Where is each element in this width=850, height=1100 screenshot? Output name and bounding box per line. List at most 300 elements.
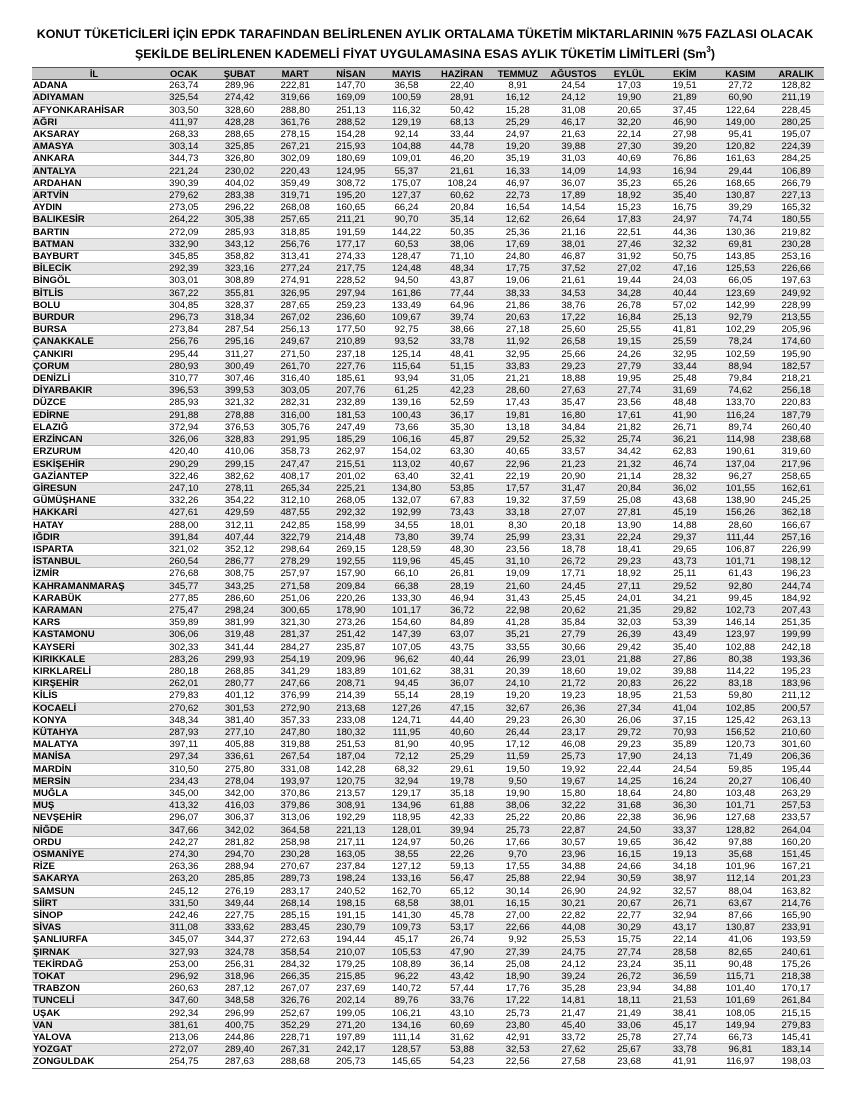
month-value-cell: 102,85 [713,702,769,714]
month-value-cell: 321,30 [267,617,323,629]
month-value-cell: 244,86 [212,1032,268,1044]
month-value-cell: 270,67 [267,861,323,873]
province-name-cell: MALATYA [32,739,156,751]
month-value-cell: 221,24 [156,165,212,177]
month-value-cell: 108,89 [379,958,435,970]
month-value-cell: 31,08 [546,104,602,116]
province-name-cell: KARABÜK [32,592,156,604]
month-value-cell: 33,72 [546,1032,602,1044]
province-name-cell: KOCAELİ [32,702,156,714]
month-value-cell: 16,80 [546,409,602,421]
month-value-cell: 16,12 [490,92,546,104]
month-value-cell: 53,88 [434,1044,490,1056]
month-value-cell: 291,88 [156,409,212,421]
month-value-cell: 21,88 [601,653,657,665]
month-value-cell: 205,73 [323,1056,379,1068]
month-value-cell: 326,95 [267,287,323,299]
month-value-cell: 25,29 [490,116,546,128]
month-value-cell: 101,71 [713,556,769,568]
month-value-cell: 35,89 [657,739,713,751]
month-value-cell: 34,42 [601,446,657,458]
month-value-cell: 25,73 [490,1007,546,1019]
month-value-cell: 56,47 [434,873,490,885]
province-name-cell: YALOVA [32,1032,156,1044]
month-value-cell: 306,37 [212,812,268,824]
month-value-cell: 93,94 [379,373,435,385]
month-value-cell: 303,05 [267,385,323,397]
month-value-cell: 230,28 [267,849,323,861]
month-value-cell: 23,68 [601,1056,657,1068]
month-value-cell: 107,05 [379,641,435,653]
month-value-cell: 21,61 [434,165,490,177]
month-value-cell: 26,39 [601,629,657,641]
month-value-cell: 9,70 [490,849,546,861]
month-value-cell: 101,69 [713,995,769,1007]
month-value-cell: 296,99 [212,1007,268,1019]
month-value-cell: 277,10 [212,726,268,738]
month-value-cell: 275,80 [212,763,268,775]
month-value-cell: 271,58 [267,580,323,592]
table-header-row [32,68,824,80]
month-value-cell: 26,71 [657,897,713,909]
month-value-cell: 273,84 [156,324,212,336]
month-value-cell: 319,66 [267,92,323,104]
month-value-cell: 22,77 [601,910,657,922]
month-value-cell: 21,86 [490,299,546,311]
month-value-cell: 66,10 [379,568,435,580]
month-value-cell: 301,53 [212,702,268,714]
month-value-cell: 37,52 [546,263,602,275]
month-value-cell: 38,66 [434,324,490,336]
month-value-cell: 27,79 [546,629,602,641]
month-value-cell: 167,21 [768,861,824,873]
month-value-cell: 256,18 [768,385,824,397]
table-row [32,1056,824,1068]
month-value-cell: 32,95 [490,348,546,360]
month-value-cell: 36,21 [657,434,713,446]
month-value-cell: 357,33 [267,714,323,726]
month-value-cell: 286,77 [212,556,268,568]
month-value-cell: 100,59 [379,92,435,104]
table-row [32,751,824,763]
month-value-cell: 299,93 [212,653,268,665]
month-value-cell: 297,34 [156,751,212,763]
month-value-cell: 29,44 [713,165,769,177]
month-value-cell: 41,90 [657,409,713,421]
month-value-cell: 200,57 [768,702,824,714]
month-value-cell: 312,11 [212,519,268,531]
month-value-cell: 127,37 [379,190,435,202]
month-value-cell: 277,24 [267,263,323,275]
table-row [32,849,824,861]
month-value-cell: 19,95 [601,373,657,385]
month-value-cell: 106,89 [768,165,824,177]
month-value-cell: 48,48 [657,397,713,409]
month-value-cell: 23,94 [601,983,657,995]
province-name-cell: SİİRT [32,897,156,909]
month-value-cell: 72,12 [379,751,435,763]
month-value-cell: 27,02 [601,263,657,275]
month-value-cell: 401,12 [212,690,268,702]
month-value-cell: 35,84 [546,617,602,629]
month-value-cell: 24,54 [546,80,602,92]
month-value-cell: 213,68 [323,702,379,714]
month-value-cell: 16,75 [657,202,713,214]
month-value-cell: 92,79 [713,312,769,324]
month-value-cell: 36,30 [657,800,713,812]
province-name-cell: ELAZIĞ [32,421,156,433]
month-value-cell: 22,14 [601,129,657,141]
month-value-cell: 244,74 [768,580,824,592]
month-value-cell: 413,32 [156,800,212,812]
month-value-cell: 113,02 [379,458,435,470]
month-value-cell: 35,23 [601,177,657,189]
month-value-cell: 14,81 [546,995,602,1007]
month-value-cell: 22,66 [490,922,546,934]
table-row [32,507,824,519]
month-value-cell: 316,00 [267,409,323,421]
month-value-cell: 28,19 [434,690,490,702]
month-value-cell: 271,50 [267,348,323,360]
month-value-cell: 11,92 [490,336,546,348]
month-value-cell: 13,18 [490,421,546,433]
month-value-cell: 313,41 [267,251,323,263]
month-value-cell: 29,52 [490,434,546,446]
month-value-cell: 45,40 [546,1019,602,1031]
table-row [32,385,824,397]
title-line-2-text: ŞEKİLDE BELİRLENEN KADEMELİ FİYAT UYGULAMASINA ESAS AYLIK TÜKETİM LİMİTLERİ (Sm [135,47,707,61]
month-value-cell: 325,54 [156,92,212,104]
month-value-cell: 26,64 [546,214,602,226]
month-value-cell: 28,58 [657,946,713,958]
month-value-cell: 18,01 [434,519,490,531]
month-value-cell: 34,88 [546,861,602,873]
month-value-cell: 310,50 [156,763,212,775]
month-value-cell: 154,02 [379,446,435,458]
month-value-cell: 20,39 [490,665,546,677]
month-value-cell: 333,62 [212,922,268,934]
table-row [32,1019,824,1031]
month-value-cell: 25,29 [434,751,490,763]
month-value-cell: 140,72 [379,983,435,995]
month-value-cell: 305,38 [212,214,268,226]
month-value-cell: 34,84 [546,421,602,433]
month-value-cell: 65,26 [657,177,713,189]
month-value-cell: 283,17 [267,885,323,897]
month-value-cell: 137,04 [713,458,769,470]
month-value-cell: 289,40 [212,1044,268,1056]
month-value-cell: 281,82 [212,836,268,848]
month-value-cell: 345,85 [156,251,212,263]
month-value-cell: 23,80 [490,1019,546,1031]
month-value-cell: 31,92 [601,251,657,263]
month-value-cell: 319,60 [768,446,824,458]
month-value-cell: 46,20 [434,153,490,165]
month-value-cell: 134,80 [379,482,435,494]
table-row [32,324,824,336]
month-value-cell: 217,75 [323,263,379,275]
month-value-cell: 268,85 [212,665,268,677]
month-value-cell: 47,15 [434,702,490,714]
month-value-cell: 242,46 [156,910,212,922]
month-value-cell: 215,15 [768,1007,824,1019]
province-name-cell: ADANA [32,80,156,92]
month-value-cell: 178,90 [323,604,379,616]
month-value-cell: 129,17 [379,787,435,799]
column-header-month: TEMMUZ [490,68,546,80]
month-value-cell: 199,99 [768,629,824,641]
month-value-cell: 17,22 [546,312,602,324]
month-value-cell: 308,72 [323,177,379,189]
month-value-cell: 15,28 [490,104,546,116]
month-value-cell: 170,17 [768,983,824,995]
month-value-cell: 372,94 [156,421,212,433]
month-value-cell: 283,26 [156,653,212,665]
month-value-cell: 20,90 [546,470,602,482]
month-value-cell: 182,57 [768,360,824,372]
month-value-cell: 63,30 [434,446,490,458]
month-value-cell: 69,81 [713,238,769,250]
month-value-cell: 321,02 [156,543,212,555]
month-value-cell: 296,22 [212,202,268,214]
month-value-cell: 27,81 [601,507,657,519]
month-value-cell: 33,44 [434,129,490,141]
month-value-cell: 215,51 [323,458,379,470]
month-value-cell: 143,85 [713,251,769,263]
month-value-cell: 36,17 [434,409,490,421]
month-value-cell: 302,33 [156,641,212,653]
month-value-cell: 83,18 [713,678,769,690]
month-value-cell: 127,12 [379,861,435,873]
month-value-cell: 177,50 [323,324,379,336]
month-value-cell: 257,53 [768,800,824,812]
province-name-cell: BİLECİK [32,263,156,275]
month-value-cell: 208,71 [323,678,379,690]
table-row [32,409,824,421]
month-value-cell: 318,34 [212,312,268,324]
month-value-cell: 352,12 [212,543,268,555]
month-value-cell: 288,80 [267,104,323,116]
table-row [32,226,824,238]
table-row [32,397,824,409]
month-value-cell: 22,87 [546,824,602,836]
month-value-cell: 209,96 [323,653,379,665]
month-value-cell: 237,69 [323,983,379,995]
month-value-cell: 115,71 [713,971,769,983]
month-value-cell: 318,85 [267,226,323,238]
month-value-cell: 22,14 [657,934,713,946]
month-value-cell: 89,74 [713,421,769,433]
month-value-cell: 263,20 [156,873,212,885]
month-value-cell: 96,27 [713,470,769,482]
month-value-cell: 213,55 [768,312,824,324]
month-value-cell: 40,44 [434,653,490,665]
month-value-cell: 345,07 [156,934,212,946]
month-value-cell: 33,78 [657,1044,713,1056]
month-value-cell: 420,40 [156,446,212,458]
month-value-cell: 106,21 [379,1007,435,1019]
month-value-cell: 296,73 [156,312,212,324]
month-value-cell: 48,30 [434,543,490,555]
month-value-cell: 308,75 [212,568,268,580]
month-value-cell: 27,62 [546,1044,602,1056]
month-value-cell: 381,61 [156,1019,212,1031]
month-value-cell: 29,52 [657,580,713,592]
month-value-cell: 272,07 [156,1044,212,1056]
month-value-cell: 43,68 [657,495,713,507]
month-value-cell: 31,68 [601,800,657,812]
month-value-cell: 27,34 [601,702,657,714]
month-value-cell: 133,30 [379,592,435,604]
month-value-cell: 116,24 [713,409,769,421]
month-value-cell: 11,59 [490,751,546,763]
month-value-cell: 227,75 [212,910,268,922]
month-value-cell: 28,32 [657,470,713,482]
month-value-cell: 24,45 [546,580,602,592]
month-value-cell: 147,70 [323,80,379,92]
month-value-cell: 114,98 [713,434,769,446]
month-value-cell: 9,50 [490,775,546,787]
month-value-cell: 20,18 [546,519,602,531]
table-row [32,446,824,458]
month-value-cell: 120,75 [323,775,379,787]
table-row [32,641,824,653]
province-name-cell: TEKİRDAĞ [32,958,156,970]
month-value-cell: 17,90 [601,751,657,763]
month-value-cell: 96,62 [379,653,435,665]
month-value-cell: 324,78 [212,946,268,958]
table-row [32,1044,824,1056]
month-value-cell: 310,77 [156,373,212,385]
month-value-cell: 274,30 [156,849,212,861]
month-value-cell: 34,21 [657,592,713,604]
month-value-cell: 160,20 [768,836,824,848]
month-value-cell: 27,74 [601,385,657,397]
province-name-cell: AYDIN [32,202,156,214]
month-value-cell: 19,06 [490,275,546,287]
month-value-cell: 28,60 [713,519,769,531]
month-value-cell: 162,61 [768,482,824,494]
month-value-cell: 17,22 [490,995,546,1007]
month-value-cell: 35,19 [490,153,546,165]
month-value-cell: 259,23 [323,299,379,311]
month-value-cell: 115,64 [379,360,435,372]
month-value-cell: 268,33 [156,129,212,141]
month-value-cell: 175,26 [768,958,824,970]
month-value-cell: 128,01 [379,824,435,836]
month-value-cell: 27,30 [601,141,657,153]
month-value-cell: 130,87 [713,922,769,934]
month-value-cell: 328,37 [212,299,268,311]
column-header-province: İL [32,68,156,80]
province-name-cell: BURDUR [32,312,156,324]
province-name-cell: ERZİNCAN [32,434,156,446]
month-value-cell: 256,76 [156,336,212,348]
month-value-cell: 22,40 [434,80,490,92]
month-value-cell: 242,85 [267,519,323,531]
month-value-cell: 128,82 [768,80,824,92]
month-value-cell: 109,01 [379,153,435,165]
month-value-cell: 25,66 [546,348,602,360]
month-value-cell: 251,53 [323,739,379,751]
month-value-cell: 24,75 [546,946,602,958]
month-value-cell: 142,28 [323,763,379,775]
month-value-cell: 354,22 [212,495,268,507]
province-name-cell: ÇANKIRI [32,348,156,360]
month-value-cell: 12,62 [490,214,546,226]
month-value-cell: 106,87 [713,543,769,555]
month-value-cell: 16,54 [490,202,546,214]
month-value-cell: 219,82 [768,226,824,238]
month-value-cell: 279,62 [156,190,212,202]
month-value-cell: 267,21 [267,141,323,153]
month-value-cell: 29,23 [601,556,657,568]
column-header-month: EYLÜL [601,68,657,80]
month-value-cell: 44,40 [434,714,490,726]
month-value-cell: 196,23 [768,568,824,580]
month-value-cell: 245,12 [156,885,212,897]
month-value-cell: 370,86 [267,787,323,799]
month-value-cell: 299,15 [212,458,268,470]
month-value-cell: 79,84 [713,373,769,385]
province-name-cell: UŞAK [32,1007,156,1019]
month-value-cell: 257,16 [768,531,824,543]
province-name-cell: SİNOP [32,910,156,922]
month-value-cell: 187,04 [323,751,379,763]
month-value-cell: 253,16 [768,251,824,263]
month-value-cell: 266,79 [768,177,824,189]
month-value-cell: 342,02 [212,824,268,836]
month-value-cell: 64,96 [434,299,490,311]
month-value-cell: 19,90 [601,92,657,104]
month-value-cell: 207,43 [768,604,824,616]
month-value-cell: 27,98 [657,129,713,141]
month-value-cell: 24,66 [601,861,657,873]
month-value-cell: 285,93 [212,226,268,238]
table-row [32,714,824,726]
month-value-cell: 34,18 [657,861,713,873]
month-value-cell: 29,65 [657,543,713,555]
month-value-cell: 16,15 [490,897,546,909]
month-value-cell: 123,69 [713,287,769,299]
table-row [32,80,824,92]
month-value-cell: 407,44 [212,531,268,543]
month-value-cell: 198,24 [323,873,379,885]
month-value-cell: 326,76 [267,995,323,1007]
month-value-cell: 18,64 [601,787,657,799]
table-row [32,934,824,946]
month-value-cell: 352,29 [267,1019,323,1031]
province-name-cell: AKSARAY [32,129,156,141]
table-row [32,787,824,799]
month-value-cell: 24,50 [601,824,657,836]
month-value-cell: 46,87 [546,251,602,263]
month-value-cell: 304,85 [156,299,212,311]
month-value-cell: 46,74 [657,458,713,470]
table-row [32,739,824,751]
month-value-cell: 21,14 [601,470,657,482]
month-value-cell: 129,19 [379,116,435,128]
month-value-cell: 17,69 [490,238,546,250]
month-value-cell: 359,49 [267,177,323,189]
month-value-cell: 101,96 [713,861,769,873]
month-value-cell: 25,78 [601,1032,657,1044]
month-value-cell: 21,89 [657,92,713,104]
month-value-cell: 343,12 [212,238,268,250]
column-header-month: NİSAN [323,68,379,80]
table-row [32,568,824,580]
month-value-cell: 19,50 [490,763,546,775]
